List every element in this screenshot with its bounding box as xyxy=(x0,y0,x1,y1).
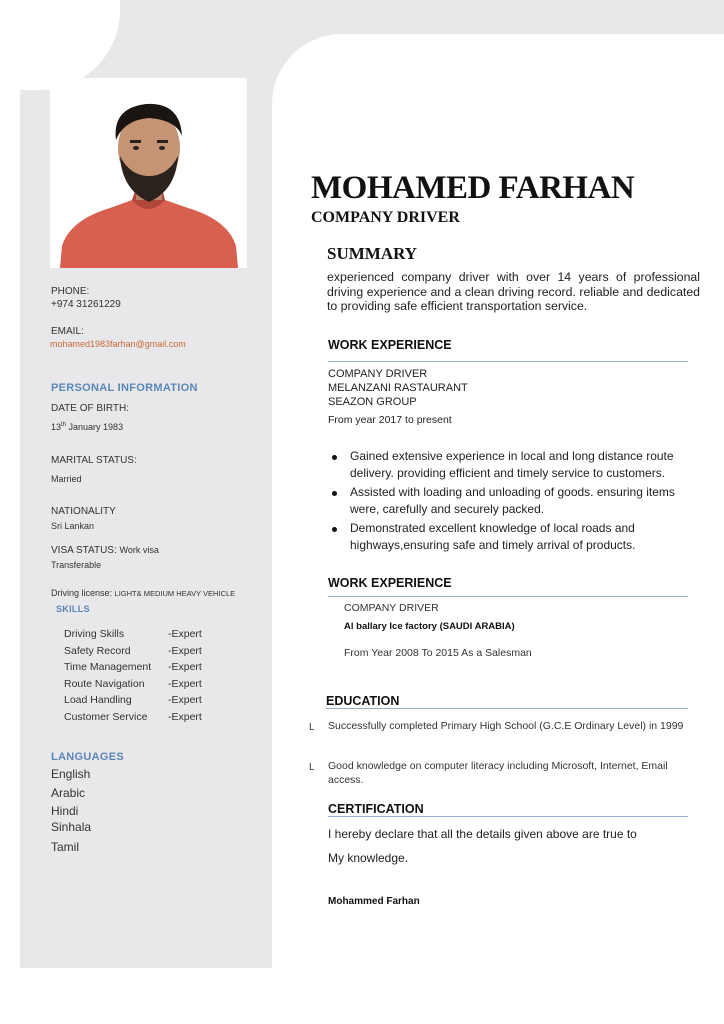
work2-employer: Al ballary Ice factory (SAUDI ARABIA) xyxy=(344,621,515,632)
skill-level: -Expert xyxy=(168,694,202,706)
marital-status-label: MARITAL STATUS: xyxy=(51,455,137,466)
section-divider xyxy=(328,361,688,362)
section-divider xyxy=(326,708,688,709)
declaration-line-1: I hereby declare that all the details given above are true to xyxy=(328,827,637,841)
skill-name: Customer Service xyxy=(64,710,148,723)
language-item: English xyxy=(51,767,91,781)
declaration-line-2: My knowledge. xyxy=(328,851,409,865)
summary-heading: SUMMARY xyxy=(327,244,418,263)
bullet-icon xyxy=(332,491,337,496)
visa-extra: Transferable xyxy=(51,560,102,570)
skill-row xyxy=(64,678,202,695)
skill-name: Driving Skills xyxy=(64,628,125,640)
certification-heading: CERTIFICATION xyxy=(328,802,424,816)
profile-photo xyxy=(50,78,247,268)
skill-level: -Expert xyxy=(168,661,202,673)
list-item: Assisted with loading and unloading of goods. ensuring items were, carefully and securely packed. xyxy=(330,484,680,519)
language-item: Hindi xyxy=(51,804,79,818)
skill-name: Time Management xyxy=(64,661,152,673)
section-divider xyxy=(328,816,688,817)
skills-table xyxy=(64,628,202,727)
language-item: Sinhala xyxy=(51,820,92,834)
signature-name: Mohammed Farhan xyxy=(328,896,420,907)
marital-status-value: Married xyxy=(51,474,82,484)
skill-level: -Expert xyxy=(168,628,202,640)
dob-value: 13th January 1983 xyxy=(51,422,124,432)
nationality-value: Sri Lankan xyxy=(51,521,95,531)
work1-role: COMPANY DRIVER xyxy=(328,368,428,380)
nationality-label: NATIONALITY xyxy=(51,506,116,517)
email-label: EMAIL: xyxy=(51,326,84,337)
skill-row xyxy=(64,711,202,728)
dob-label: DATE OF BIRTH: xyxy=(51,403,129,414)
skill-row xyxy=(64,645,202,662)
skills-heading: SKILLS xyxy=(56,604,90,614)
language-item: Tamil xyxy=(51,840,80,854)
email-link[interactable]: mohamed1983farhan@gmail.com xyxy=(50,339,186,349)
list-marker: L xyxy=(309,762,315,773)
phone-label: PHONE: xyxy=(51,286,90,297)
list-item: Gained extensive experience in local and long distance route delivery. providing efficient and timely service to customers. xyxy=(330,448,680,483)
education-heading: EDUCATION xyxy=(326,694,400,708)
work1-achievements xyxy=(330,448,680,555)
skill-name: Route Navigation xyxy=(64,677,145,690)
bullet-icon xyxy=(332,527,337,532)
skill-row xyxy=(64,694,202,711)
driving-license: Driving license: LIGHT& MEDIUM HEAVY VEHICLE xyxy=(51,588,236,598)
work1-group: SEAZON GROUP xyxy=(328,396,417,408)
work2-role: COMPANY DRIVER xyxy=(344,602,439,614)
visa-status: VISA STATUS: Work visa xyxy=(51,545,159,556)
languages-heading: LANGUAGES xyxy=(51,751,124,763)
personal-info-heading: PERSONAL INFORMATION xyxy=(51,382,198,394)
skill-row xyxy=(64,628,202,645)
bullet-icon xyxy=(332,455,337,460)
section-divider xyxy=(328,596,688,597)
list-item: Demonstrated excellent knowledge of local roads and highways,ensuring safe and timely arrival of products. xyxy=(330,520,680,555)
skill-name: Safety Record xyxy=(64,644,131,657)
language-item: Arabic xyxy=(51,786,86,800)
list-marker: L xyxy=(309,722,315,733)
skill-level: -Expert xyxy=(168,710,202,723)
skill-row xyxy=(64,661,202,678)
skill-level: -Expert xyxy=(168,677,202,690)
phone-value: +974 31261229 xyxy=(51,299,121,310)
work1-period: From year 2017 to present xyxy=(328,414,452,426)
work2-period: From Year 2008 To 2015 As a Salesman xyxy=(344,647,532,659)
work1-employer: MELANZANI RASTAURANT xyxy=(328,382,468,394)
work-experience-heading: WORK EXPERIENCE xyxy=(328,338,452,352)
job-title: COMPANY DRIVER xyxy=(311,209,460,226)
candidate-name: MOHAMED FARHAN xyxy=(311,170,635,206)
skill-level: -Expert xyxy=(168,644,202,657)
work-experience-heading-2: WORK EXPERIENCE xyxy=(328,576,452,590)
skill-name: Load Handling xyxy=(64,694,132,706)
summary-text: experienced company driver with over 14 years of professional driving experience and a clean driving record. reliable and dedicated to providing safe efficient transportation service. xyxy=(327,270,700,314)
